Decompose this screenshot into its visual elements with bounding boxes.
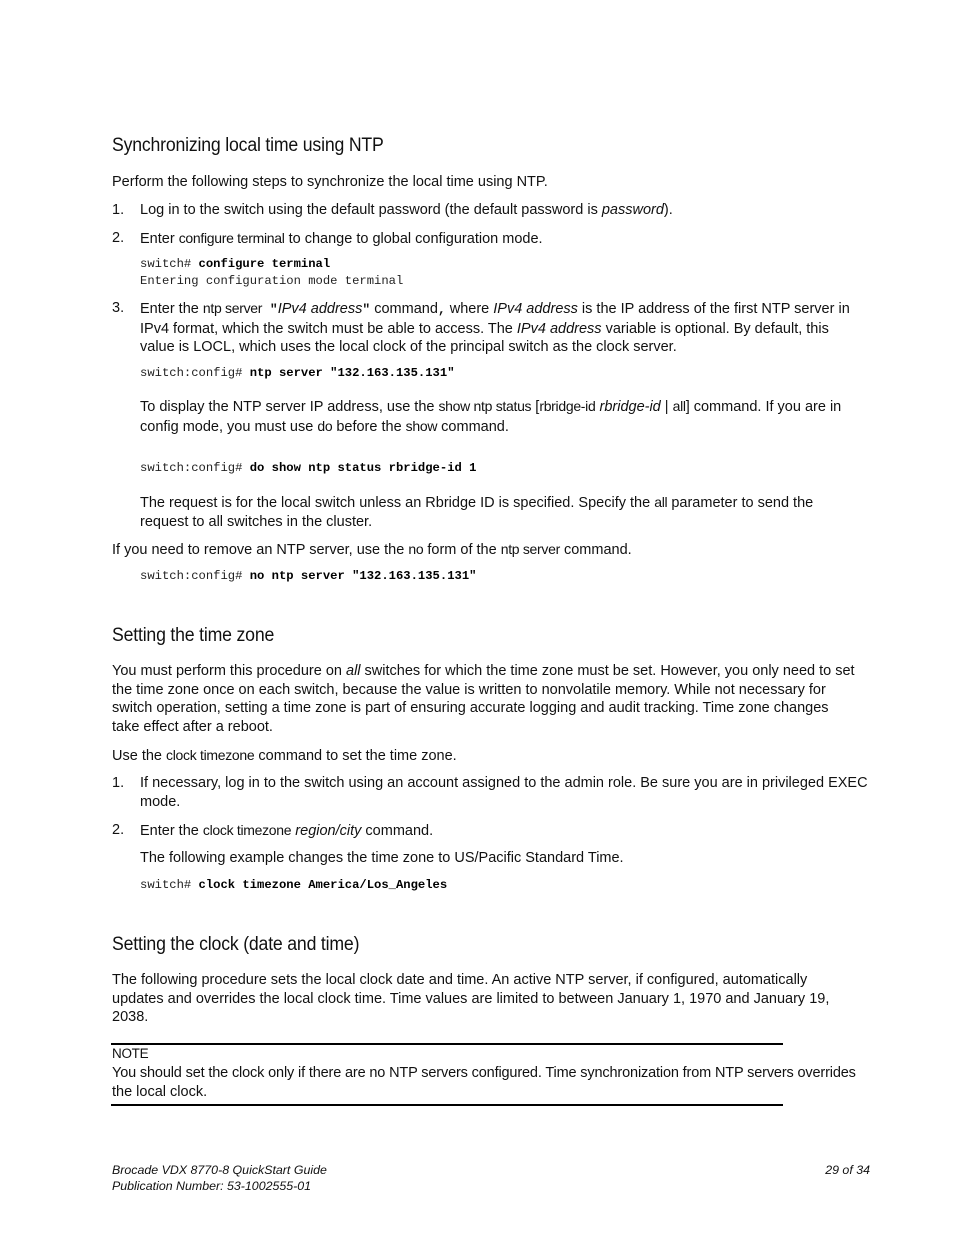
note-bottom-rule — [111, 1104, 783, 1106]
footer-publication-number: Publication Number: 53-1002555-01 — [112, 1179, 312, 1193]
code-block: switch:config# no ntp server "132.163.135.131" — [140, 569, 477, 583]
code-block: switch# configure terminal Entering configuration mode terminal — [140, 257, 404, 288]
timezone-example-text: The following example changes the time zone to US/Pacific Standard Time. — [140, 850, 624, 866]
step-number: 2. — [112, 822, 125, 838]
clock-paragraph: The following procedure sets the local clock date and time. An active NTP server, if configured, automatically updates and overrides the local clock time. Time values are limited to between January 1, 1970 and January 19, 2038. — [112, 972, 830, 1026]
timezone-step1: If necessary, log in to the switch using an account assigned to the admin role. Be sure you are in privileged EXEC mode. — [140, 775, 868, 810]
step-number: 3. — [112, 300, 125, 316]
ntp-step2: Enter configure terminal to change to global configuration mode. — [140, 230, 543, 247]
footer-left — [112, 1162, 327, 1194]
timezone-paragraph: You must perform this procedure on all switches for which the time zone must be set. However, you only need to set the time zone once on each switch, because the value is written to nonvolatile memory. While not necessary for switch operation, setting a time zone is part of ensuring accurate logging and audit tracking. Time zone changes take effect after a reboot. — [112, 663, 855, 735]
footer-page-number: 29 of 34 — [825, 1163, 870, 1177]
step-number: 1. — [112, 775, 125, 791]
ntp-step1: Log in to the switch using the default password (the default password is password). — [140, 202, 673, 218]
note-text: You should set the clock only if there are no NTP servers configured. Time synchronization from NTP servers overrides the local clock. — [112, 1065, 856, 1100]
timezone-use-text: Use the clock timezone command to set the time zone. — [112, 747, 457, 764]
code-block: switch# clock timezone America/Los_Angeles — [140, 878, 448, 892]
section-title-ntp: Synchronizing local time using NTP — [112, 135, 384, 156]
ntp-remove-text: If you need to remove an NTP server, use the no form of the ntp server command. — [112, 541, 632, 558]
code-block: switch:config# ntp server "132.163.135.131" — [140, 366, 455, 380]
step-number: 2. — [112, 230, 125, 246]
section-title-timezone: Setting the time zone — [112, 625, 275, 646]
footer-guide-title: Brocade VDX 8770-8 QuickStart Guide — [112, 1163, 327, 1177]
note-label: NOTE — [112, 1046, 149, 1061]
note-top-rule — [111, 1043, 783, 1045]
ntp-step3: Enter the ntp server "IPv4 address" command, where IPv4 address is the IP address of the first NTP server in IPv4 format, which the switch must be able to access. The IPv4 address variable is optional. By default, this value is LOCL, which uses the local clock of the principal switch as the clock server. — [140, 300, 850, 356]
step-number: 1. — [112, 202, 125, 218]
ntp-display-text: To display the NTP server IP address, use the show ntp status [rbridge-id rbridge-id | all] command. If you are in config mode, you must use do before the show command. — [140, 398, 842, 435]
command-keyword: ntp server — [202, 300, 263, 316]
ntp-intro: Perform the following steps to synchronize the local time using NTP. — [112, 174, 548, 190]
timezone-step2: Enter the clock timezone region/city command. — [140, 822, 434, 839]
code-block: switch:config# do show ntp status rbridge-id 1 — [140, 461, 477, 475]
command-keyword: configure terminal — [178, 230, 285, 246]
section-title-clock: Setting the clock (date and time) — [112, 934, 360, 955]
ntp-request-text: The request is for the local switch unless an Rbridge ID is specified. Specify the all parameter to send the request to all switches in the cluster. — [140, 494, 814, 530]
